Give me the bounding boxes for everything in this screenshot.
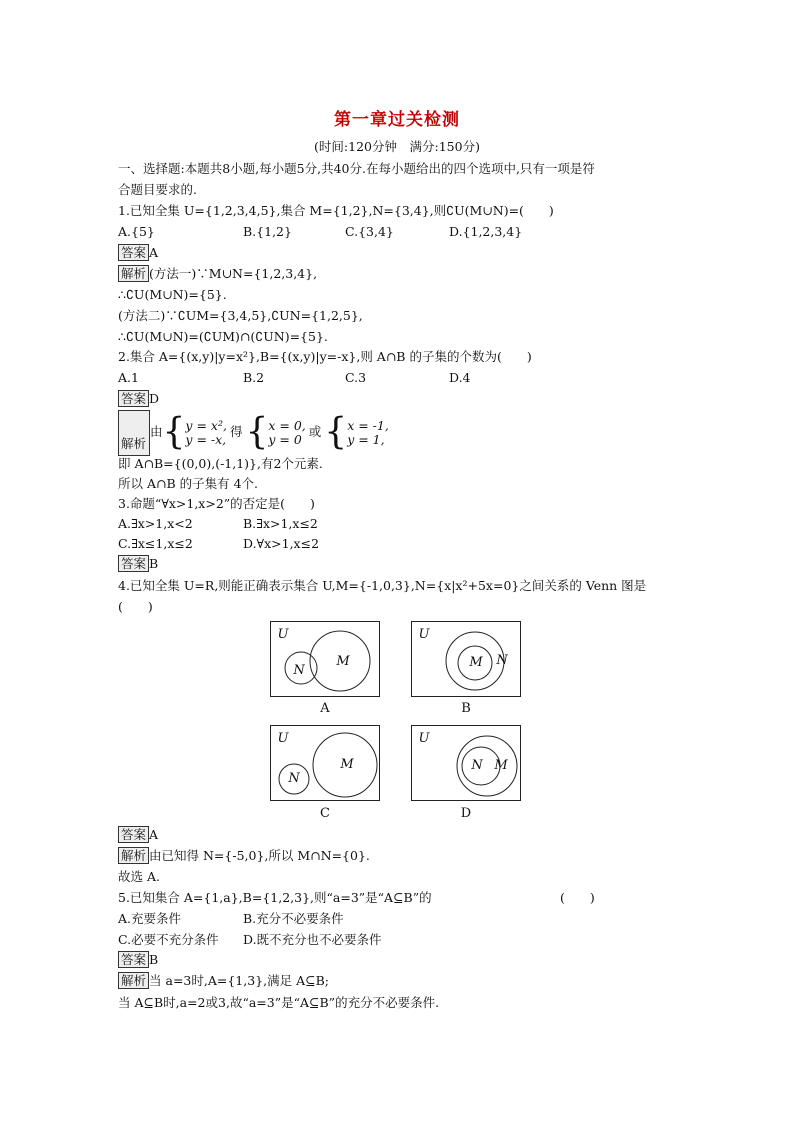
answer-tag: 答案 <box>118 555 149 572</box>
q2-equation-system <box>150 410 389 454</box>
answer-value: D <box>149 391 160 406</box>
answer-value: B <box>149 952 159 967</box>
q4-analysis <box>118 847 370 865</box>
q5-analysis <box>118 972 329 990</box>
q2-option-b: B.2 <box>243 370 265 385</box>
q2-option-d: D.4 <box>449 370 471 385</box>
system-right <box>347 419 389 447</box>
analysis-tag: 解析 <box>118 265 149 282</box>
label-m: M <box>469 655 483 670</box>
answer-tag: 答案 <box>118 951 149 968</box>
label-n: N <box>293 663 305 678</box>
analysis-line: 所以 A∩B 的子集有 4个. <box>118 476 259 491</box>
q3-option-d: D.∀x>1,x≤2 <box>243 536 320 551</box>
q3-option-a: A.∃x>1,x<2 <box>118 516 193 531</box>
label-n: N <box>288 771 300 786</box>
venn-diagram-c <box>270 725 380 801</box>
analysis-tag: 解析 <box>118 972 149 989</box>
label-u: U <box>277 627 289 642</box>
answer-tag: 答案 <box>118 244 149 261</box>
analysis-line: (方法二)∵∁UM={3,4,5},∁UN={1,2,5}, <box>118 308 363 323</box>
q2-option-c: C.3 <box>345 370 367 385</box>
page-title: 第一章过关检测 <box>334 110 460 130</box>
analysis-tag: 解析 <box>121 436 147 451</box>
q1-option-a: A.{5} <box>118 224 155 239</box>
label-n: N <box>496 653 508 668</box>
system-mid <box>268 419 305 447</box>
q3-options-row2 <box>118 535 319 553</box>
q1-option-c: C.{3,4} <box>345 224 394 239</box>
analysis-line: 故选 A. <box>118 869 160 884</box>
analysis-prefix: 由 <box>150 424 163 439</box>
q5-option-b: B.充分不必要条件 <box>243 911 344 926</box>
venn-diagram-b <box>411 621 521 697</box>
equation: y = -x, <box>185 431 227 447</box>
analysis-line: 当 a=3时,A={1,3},满足 A⊆B; <box>149 973 329 988</box>
caption-d: D <box>460 806 472 821</box>
answer-value: A <box>149 827 159 842</box>
section-intro: 一、选择题:本题共8小题,每小题5分,共40分.在每小题给出的四个选项中,只有一项是符 <box>118 161 595 176</box>
analysis-line: (方法一)∵M∪N={1,2,3,4}, <box>149 266 318 281</box>
equation: x = 0, <box>268 417 306 433</box>
q5-option-a: A.充要条件 <box>118 911 182 926</box>
label-n: N <box>471 758 483 773</box>
q5-options-row2 <box>118 931 382 949</box>
q2-options <box>118 369 471 387</box>
q3-option-c: C.∃x≤1,x≤2 <box>118 536 193 551</box>
caption-a: A <box>320 701 330 716</box>
q5-paren: ( ) <box>560 890 595 905</box>
equation: y = 0 <box>268 431 302 447</box>
system-left <box>185 419 227 447</box>
caption-b: B <box>461 701 471 716</box>
analysis-tag-box <box>118 410 150 456</box>
q4-answer <box>118 826 158 844</box>
label-m: M <box>494 758 508 773</box>
q1-options <box>118 223 522 241</box>
answer-tag: 答案 <box>118 826 149 843</box>
q5-options-row1 <box>118 910 344 928</box>
venn-diagram-d <box>411 725 521 801</box>
analysis-tag: 解析 <box>118 847 149 864</box>
q5-option-d: D.既不充分也不必要条件 <box>243 932 382 947</box>
equation: x = -1, <box>347 417 389 433</box>
label-m: M <box>340 757 354 772</box>
mid-text: 得 <box>229 424 243 439</box>
q1-option-d: D.{1,2,3,4} <box>449 224 523 239</box>
caption-c: C <box>320 806 330 821</box>
equation: y = x², <box>185 417 227 433</box>
or-text: 或 <box>308 424 322 439</box>
analysis-line: 即 A∩B={(0,0),(-1,1)},有2个元素. <box>118 456 323 471</box>
venn-diagram-a <box>270 621 380 697</box>
analysis-line: ∴∁U(M∪N)=(∁UM)∩(∁UN)={5}. <box>118 329 328 344</box>
label-u: U <box>277 731 289 746</box>
q4-stem-paren: ( ) <box>118 599 153 614</box>
label-m: M <box>336 654 350 669</box>
q4-stem: 4.已知全集 U=R,则能正确表示集合 U,M={-1,0,3},N={x|x²+5x=0}之间关系的 Venn 图是 <box>118 578 647 593</box>
q3-options-row1 <box>118 515 318 533</box>
answer-tag: 答案 <box>118 390 149 407</box>
equation: y = 1, <box>347 431 385 447</box>
analysis-line: 当 A⊆B时,a=2或3,故“a=3”是“A⊆B”的充分不必要条件. <box>118 995 440 1010</box>
q1-stem: 1.已知全集 U={1,2,3,4,5},集合 M={1,2},N={3,4},则∁U(M∪N)=( ) <box>118 203 554 218</box>
q1-option-b: B.{1,2} <box>243 224 292 239</box>
q2-option-a: A.1 <box>118 370 139 385</box>
q3-answer <box>118 555 158 573</box>
q5-answer <box>118 951 158 969</box>
q3-option-b: B.∃x>1,x≤2 <box>243 516 318 531</box>
analysis-line: 由已知得 N={-5,0},所以 M∩N={0}. <box>149 848 370 863</box>
q5-option-c: C.必要不充分条件 <box>118 932 219 947</box>
label-u: U <box>418 731 430 746</box>
left-brace: { <box>245 411 269 453</box>
q2-answer <box>118 390 159 408</box>
q3-stem: 3.命题“∀x>1,x>2”的否定是( ) <box>118 496 315 511</box>
q5-stem: 5.已知集合 A={1,a},B={1,2,3},则“a=3”是“A⊆B”的 <box>118 890 432 905</box>
answer-value: A <box>149 245 159 260</box>
left-brace: { <box>324 411 348 453</box>
left-brace: { <box>162 411 186 453</box>
q1-answer <box>118 244 158 262</box>
label-u: U <box>418 627 430 642</box>
analysis-line: ∴∁U(M∪N)={5}. <box>118 287 227 302</box>
answer-value: B <box>149 556 159 571</box>
q1-analysis <box>118 265 317 283</box>
exam-info: (时间:120分钟 满分:150分) <box>314 139 480 154</box>
q2-stem: 2.集合 A={(x,y)|y=x²},B={(x,y)|y=-x},则 A∩B 的子集的个数为( ) <box>118 349 532 364</box>
section-intro-cont: 合题目要求的. <box>118 182 197 197</box>
